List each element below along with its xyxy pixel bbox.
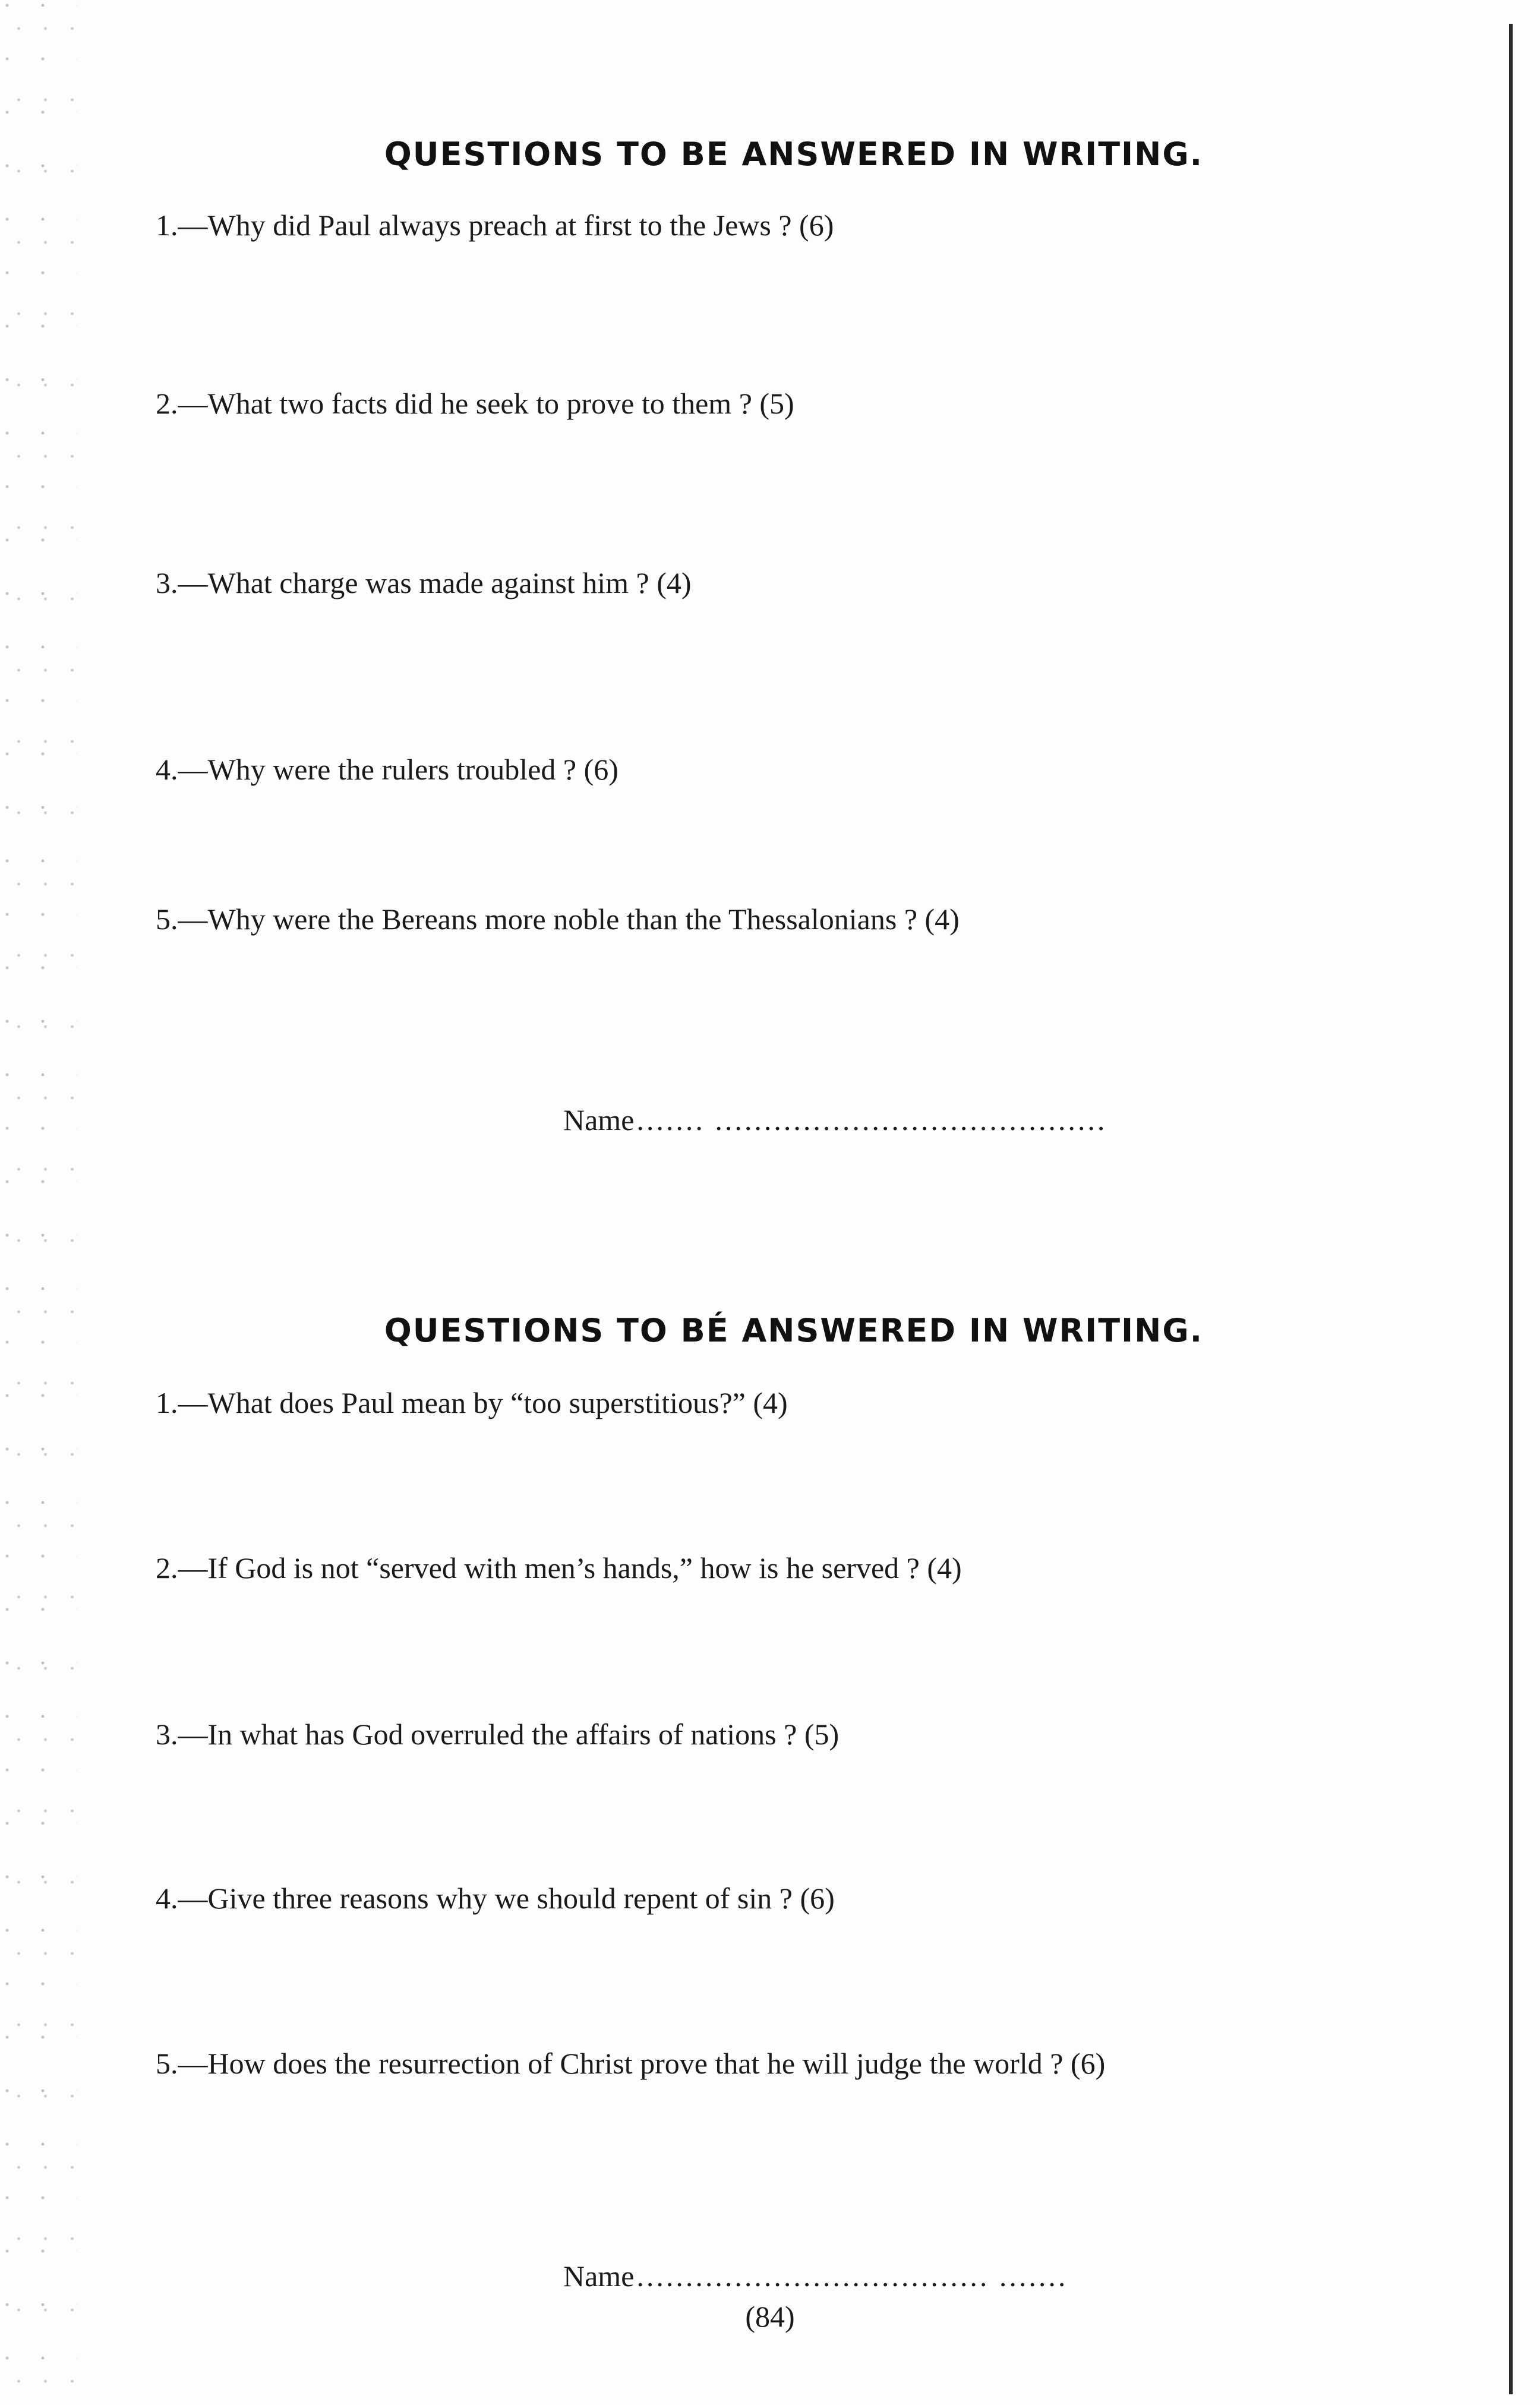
section-2-name-label: Name <box>563 2259 635 2293</box>
section-2-question-2: 2.—If God is not “served with men’s hands,” how is he served ? (4) <box>156 1551 962 1585</box>
section-2-question-1: 1.—What does Paul mean by “too superstitious?” (4) <box>156 1386 788 1419</box>
section-2-question-4: 4.—Give three reasons why we should repent of sin ? (6) <box>156 1882 835 1915</box>
section-1-question-1: 1.—Why did Paul always preach at first to the Jews ? (6) <box>156 209 834 242</box>
section-1-name-field: ....... ........................................ <box>636 1103 1107 1137</box>
section-1-name-label: Name <box>563 1103 635 1137</box>
page-number: (84) <box>745 2300 795 2333</box>
section-1-name-line <box>563 1103 1107 1137</box>
section-2-name-field: .................................... ....... <box>636 2259 1068 2293</box>
section-1-heading: QUESTIONS TO BE ANSWERED IN WRITING. <box>384 135 1204 173</box>
section-1-question-2: 2.—What two facts did he seek to prove to them ? (5) <box>156 387 794 420</box>
section-2-question-3: 3.—In what has God overruled the affairs of nations ? (5) <box>156 1718 840 1751</box>
section-1-question-3: 3.—What charge was made against him ? (4) <box>156 566 692 599</box>
section-2-name-line <box>563 2259 1068 2293</box>
scan-noise-left-margin <box>0 0 77 2405</box>
page-edge-line <box>1509 24 1513 2394</box>
section-2-question-5: 5.—How does the resurrection of Christ prove that he will judge the world ? (6) <box>156 2047 1106 2080</box>
section-1-question-5: 5.—Why were the Bereans more noble than the Thessalonians ? (4) <box>156 902 960 936</box>
section-1-question-4: 4.—Why were the rulers troubled ? (6) <box>156 753 618 786</box>
section-2-heading: QUESTIONS TO BÉ ANSWERED IN WRITING. <box>384 1312 1204 1349</box>
